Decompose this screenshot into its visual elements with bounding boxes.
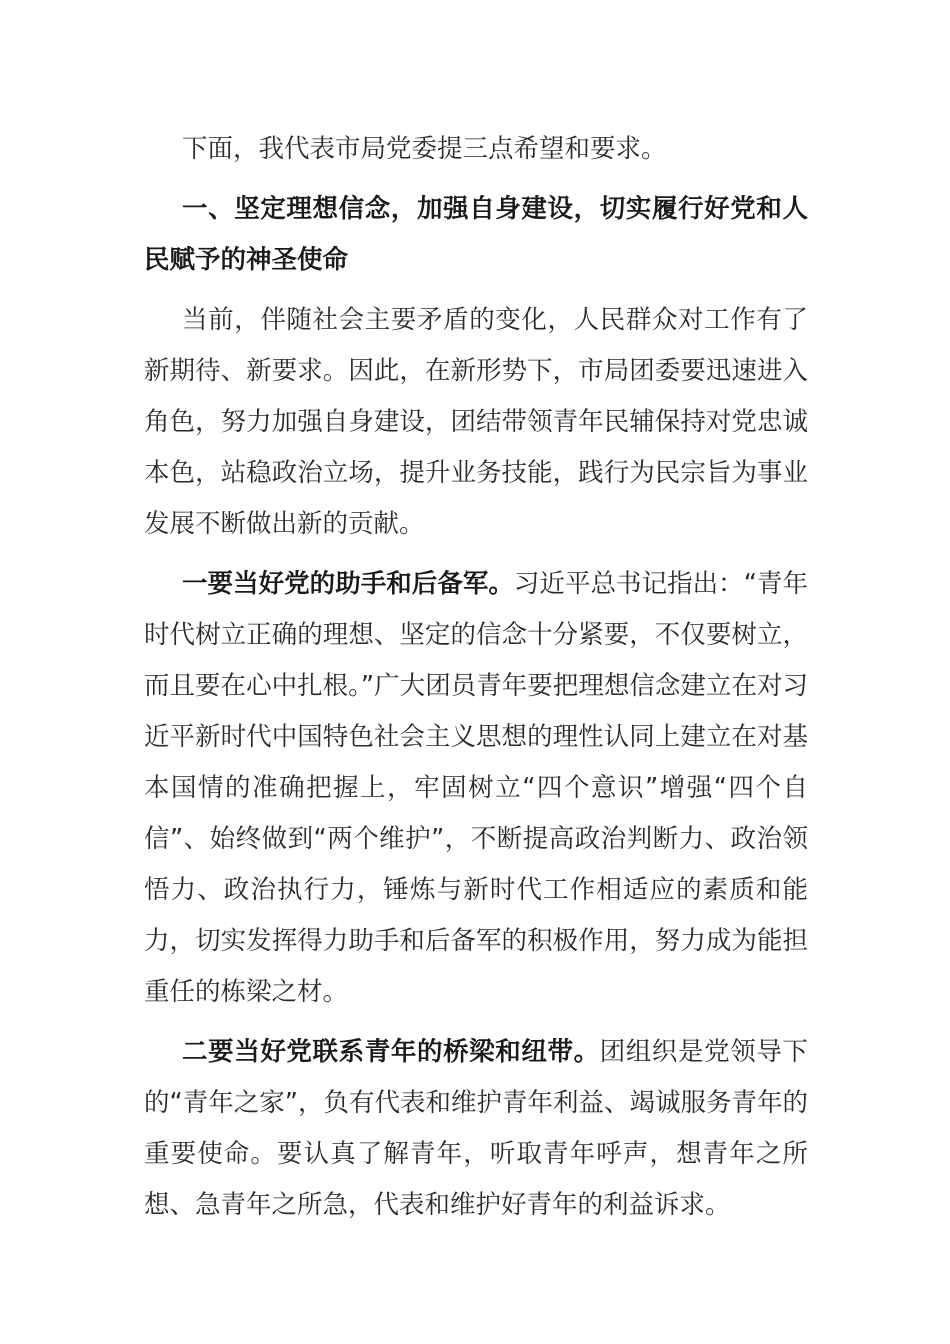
paragraph-body-1: 习近平总书记指出：“青年时代树立正确的理想、坚定的信念十分紧要，不仅要树立，而且要在心中扎根。”广大团员青年要把理想信念建立在对习近平新时代中国特色社会主义思想的理性认同上建立在对基本国情的准确把握上，牢固树立“四个意识”增强“四个自信”、始终做到“两个维护”，不断提高政治判断力、政治领悟力、政治执行力，锤炼与新时代工作相适应的素质和能力，切实发挥得力助手和后备军的积极作用，努力成为能担重任的栋梁之材。 (144, 569, 808, 1007)
document-page (144, 124, 808, 1231)
paragraph-current-situation: 当前，伴随社会主要矛盾的变化，人民群众对工作有了新期待、新要求。因此，在新形势下，市局团委要迅速进入角色，努力加强自身建设，团结带领青年民辅保持对党忠诚本色，站稳政治立场，提升业务技能，践行为民宗旨为事业发展不断做出新的贡献。 (144, 305, 808, 539)
intro-paragraph: 下面，我代表市局党委提三点希望和要求。 (182, 134, 667, 164)
paragraph-lead-1: 一要当好党的助手和后备军。 (182, 569, 514, 599)
paragraph-body-2: 团组织是党领导下的“青年之家”，负有代表和维护青年利益、竭诚服务青年的重要使命。要认真了解青年，听取青年呼声，想青年之所想、急青年之所急，代表和维护好青年的利益诉求。 (144, 1037, 808, 1220)
paragraph-lead-2: 二要当好党联系青年的桥梁和纽带。 (182, 1037, 600, 1067)
paragraph-bridge-bond (144, 1027, 808, 1231)
section-heading-1: 一、坚定理想信念，加强自身建设，切实履行好党和人民赋予的神圣使命 (144, 194, 808, 275)
paragraph-assistant-reserve (144, 559, 808, 1018)
